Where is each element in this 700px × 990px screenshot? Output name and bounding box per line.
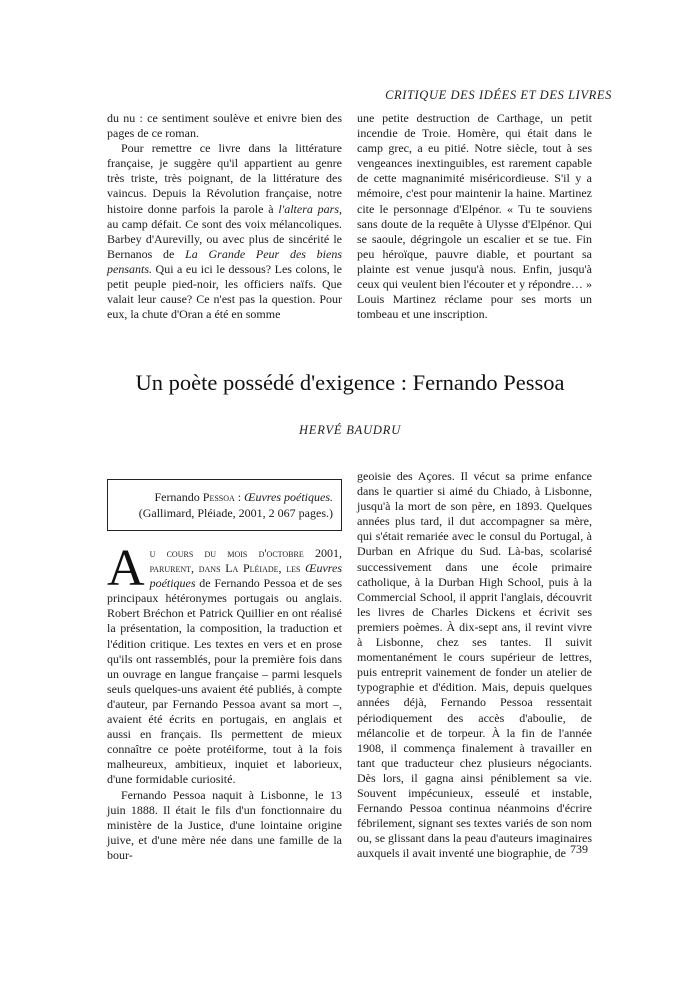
paragraph: geoisie des Açores. Il vécut sa prime enfance dans le quartier si aimé du Chiado, à Lisbonne, jusqu'à la mort de son père, en 1893. Quelques années plus tard, il dut accompagner sa mère, qui s'était remariée avec le consul du Portugal, à Durban en Afrique du Sud. Là-bas, scolarisé successivement dans une école primaire catholique, à la Durban High School, puis à la Commercial School, il apprit l'anglais, découvrit les livres de Charles Dickens et écrivit ses premiers poèmes. À dix-sept ans, il revint vivre à Lisbonne, chez ses tantes. Il suivit momentanément le cours supérieur de lettres, puis entreprit vainement de fonder un atelier de typographie et d'édition. Mais, depuis quelques années déjà, Fernando Pessoa ressentait périodiquement des accès d'aboulie, de mélancolie et de torpeur. À la fin de l'année 1908, il commença finalement à travailler en tant que traducteur chez plusieurs négociants. Dès lors, il gagna ainsi péniblement sa vie. Souvent impécunieux, esseulé et instable, Fernando Pessoa continua néanmoins d'écrire fébrilement, signant ses textes variés de son nom ou, se glissant dans la peau d'auteurs imaginaires auxquels il avait inventé une biographie, de xyxy=(357,469,592,861)
italic-phrase: l'altera pars, xyxy=(278,201,342,216)
paragraph: du nu : ce sentiment soulève et enivre bien des pages de ce roman. xyxy=(107,111,342,141)
page-number: 739 xyxy=(570,842,588,856)
book-title: Œuvres poétiques xyxy=(149,561,342,591)
article-author: HERVÉ BAUDRU xyxy=(298,423,402,437)
paragraph: Au cours du mois d'octobre 2001, parurent, dans La Pléiade, les Œuvres poétiques de Fernando Pessoa et de ses principaux hétéronymes portugais ou anglais. Robert Bréchon et Patrick Quillier en ont réalisé la présentation, la composition, la traduction et l'édition critique. Les textes en vers et en prose qu'ils ont rassemblés, pour la première fois dans un ouvrage en langue française – parmi lesquels seuls quelques-uns avaient été publiés, à compte d'auteur, par Fernando Pessoa avant sa mort –, avaient été écrits en portugais, en anglais et aussi en français. Ils permettent de mieux connaître ce poète protéiforme, tout à la fois malheureux, ambitieux, inquiet et laborieux, d'une formidable curiosité. xyxy=(107,540,342,787)
bottom-left-column xyxy=(107,540,342,863)
book-title: Œuvres poétiques. xyxy=(244,490,333,504)
drop-cap: A xyxy=(107,540,145,597)
paragraph: Fernando Pessoa naquit à Lisbonne, le 13 juin 1888. Il était le fils d'un fonctionnaire du ministère de la Justice, d'une lointaine origine juive, et d'une mère née dans une famille de la bour- xyxy=(107,787,342,862)
top-right-column xyxy=(357,111,592,322)
paragraph: une petite destruction de Carthage, un petit incendie de Troie. Homère, qui était dans le camp grec, a eu pitié. Notre siècle, tout à ses vengeances inextinguibles, est rarement capable de cette magnanimité miséricordieuse. S'il y a mémoire, c'est pour maintenir la haine. Martinez cite le personnage d'Elpénor. « Tu te souviens sans doute de la requête à Ulysse d'Elpénor. Qui se saoule, dégringole un escalier et se tue. Fin peu héroïque, pauvre diable, et pourtant sa plainte est venue jusqu'à nous. Enfin, jusqu'à ceux qui veulent bien l'écouter et y répondre… » Louis Martinez réclame pour ses morts un tombeau et une inscription. xyxy=(357,111,592,322)
top-left-column xyxy=(107,111,342,322)
article-title: Un poète possédé d'exigence : Fernando Pessoa xyxy=(135,370,565,395)
reference-details: (Gallimard, Pléiade, 2001, 2 067 pages.) xyxy=(138,505,333,520)
book-reference-box xyxy=(107,479,342,531)
paragraph: Pour remettre ce livre dans la littérature française, je suggère qu'il appartient au genre très triste, très poignant, de la littérature des vaincus. Depuis la Révolution française, notre histoire donne parfois la parole à l'altera pars, au camp défait. Ce sont des voix mélancoliques. Barbey d'Aurevilly, ou avec plus de sincérité le Bernanos de La Grande Peur des biens pensants. Qui a eu ici le dessous? Les colons, le petit peuple pied-noir, les officiers naïfs. Que valait leur cause? Ce n'est pas la question. Pour eux, la chute d'Oran a été en somme xyxy=(107,141,342,322)
bottom-right-column xyxy=(357,469,592,861)
reference-line: Fernando Pessoa : Œuvres poétiques. xyxy=(154,490,333,504)
book-title: La Grande Peur des biens pensants. xyxy=(107,246,342,276)
running-header: CRITIQUE DES IDÉES ET DES LIVRES xyxy=(385,88,612,102)
